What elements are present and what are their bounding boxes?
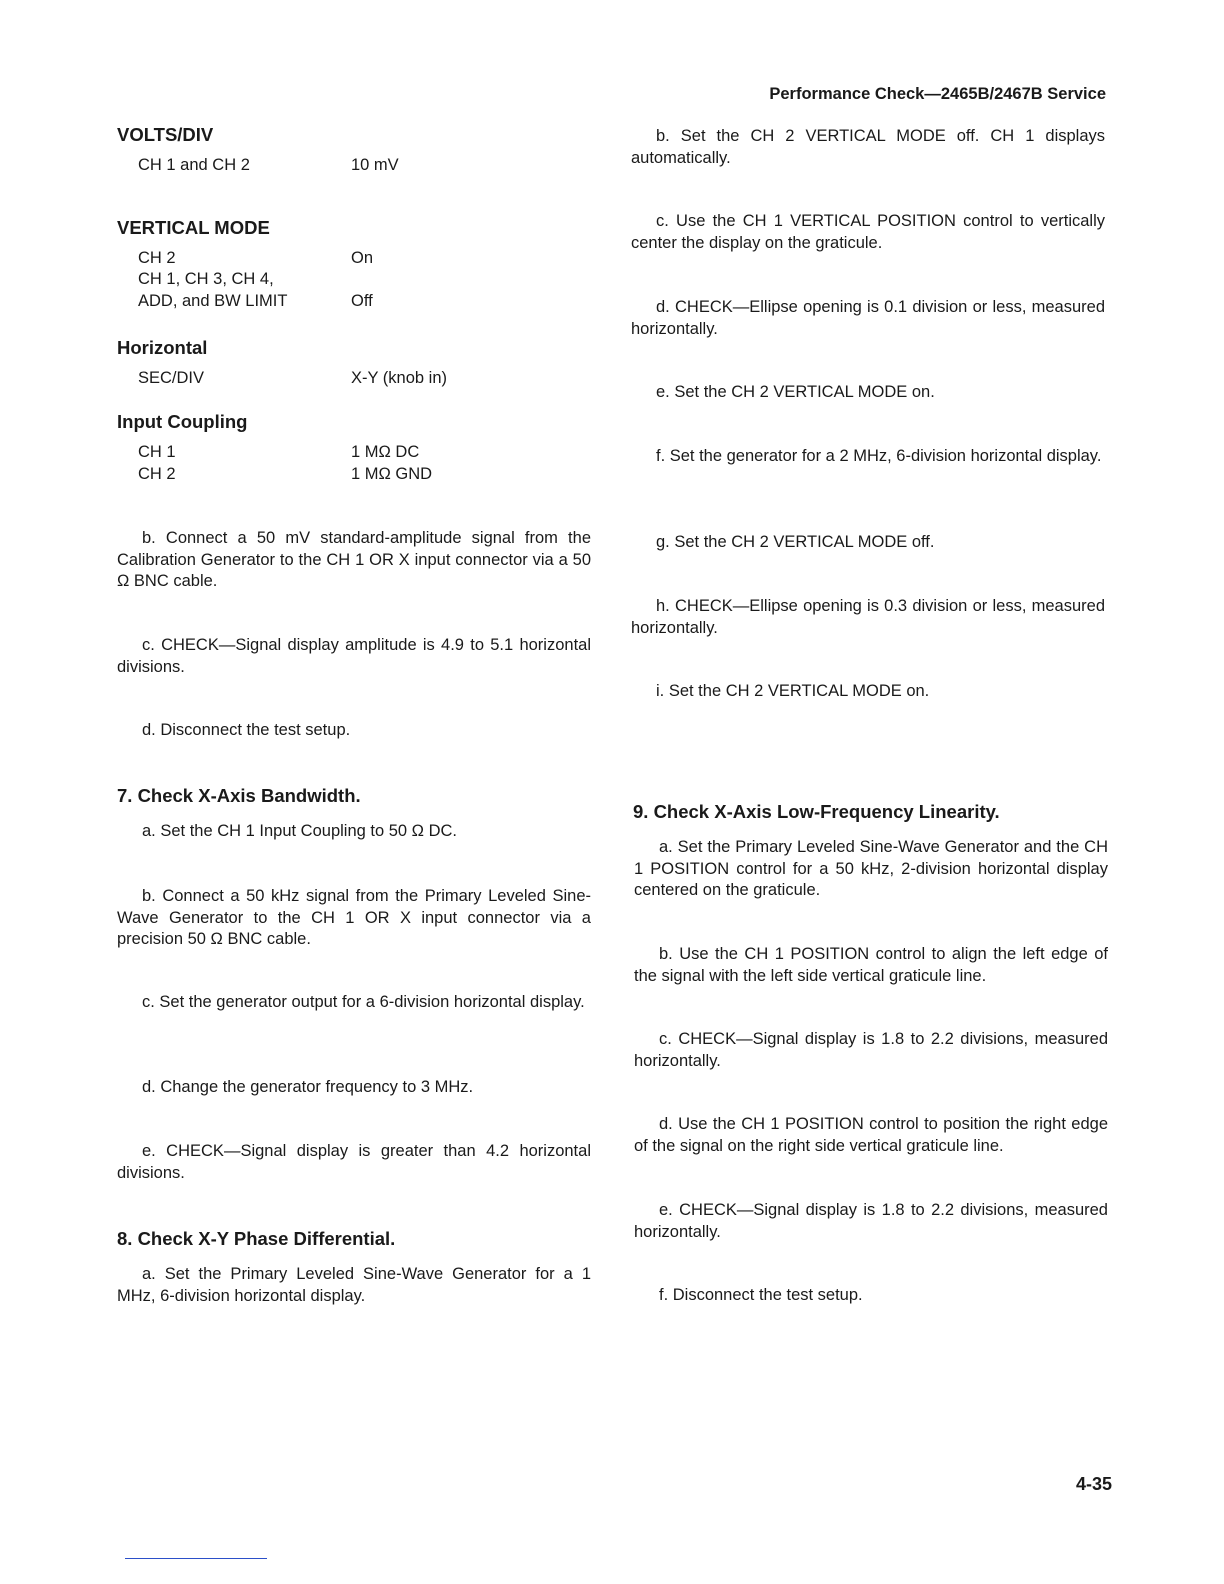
step-paragraph: d. Change the generator frequency to 3 MHz. [142, 1078, 474, 1096]
subhead-horizontal: Horizontal [117, 337, 208, 358]
step-paragraph: b. Connect a 50 kHz signal from the Primary Leveled Sine-Wave Generator to the CH 1 OR X input connector via a precision 50 Ω BNC cable. [117, 887, 591, 948]
setting-name: CH 2 [138, 249, 176, 267]
step-paragraph: a. Set the Primary Leveled Sine-Wave Generator and the CH 1 POSITION control for a 50 kHz, 2-division horizontal display centered on the graticule. [634, 838, 1108, 899]
section-heading-8: 8. Check X-Y Phase Differential. [117, 1228, 396, 1249]
step-paragraph: f. Set the generator for a 2 MHz, 6-division horizontal display. [656, 447, 1102, 465]
step-paragraph: g. Set the CH 2 VERTICAL MODE off. [656, 533, 935, 551]
step-paragraph: d. CHECK—Ellipse opening is 0.1 division or less, measured horizontally. [631, 298, 1105, 338]
step-paragraph: d. Disconnect the test setup. [142, 721, 351, 739]
step-paragraph: e. CHECK—Signal display is greater than 4.2 horizontal divisions. [117, 1142, 591, 1182]
step-paragraph: h. CHECK—Ellipse opening is 0.3 division or less, measured horizontally. [631, 597, 1105, 637]
section-heading-7: 7. Check X-Axis Bandwidth. [117, 785, 361, 806]
step-paragraph: c. Use the CH 1 VERTICAL POSITION control to vertically center the display on the graticule. [631, 212, 1105, 252]
page-number: 4-35 [1075, 1474, 1112, 1494]
setting-value: 1 MΩ DC [351, 443, 420, 461]
running-header: Performance Check—2465B/2467B Service [769, 85, 1106, 103]
step-paragraph: b. Connect a 50 mV standard-amplitude signal from the Calibration Generator to the CH 1 OR X input connector via a 50 Ω BNC cable. [117, 529, 591, 590]
step-paragraph: a. Set the CH 1 Input Coupling to 50 Ω DC. [142, 822, 458, 840]
step-paragraph: f. Disconnect the test setup. [659, 1286, 863, 1304]
setting-value: Off [351, 292, 373, 310]
setting-name: CH 1 [138, 443, 176, 461]
setting-name: CH 2 [138, 465, 176, 483]
step-paragraph: e. CHECK—Signal display is 1.8 to 2.2 divisions, measured horizontally. [634, 1201, 1108, 1241]
setting-value: 1 MΩ GND [351, 465, 433, 483]
step-paragraph: b. Use the CH 1 POSITION control to align the left edge of the signal with the left side vertical graticule line. [634, 945, 1108, 985]
step-paragraph: i. Set the CH 2 VERTICAL MODE on. [656, 682, 930, 700]
step-paragraph: c. CHECK—Signal display amplitude is 4.9 to 5.1 horizontal divisions. [117, 636, 591, 676]
setting-name: CH 1 and CH 2 [138, 156, 250, 174]
setting-value: X-Y (knob in) [351, 369, 447, 387]
setting-value: 10 mV [351, 156, 399, 174]
footer-rule [125, 1558, 267, 1559]
step-paragraph: e. Set the CH 2 VERTICAL MODE on. [656, 383, 935, 401]
subhead-volts-div: VOLTS/DIV [117, 124, 214, 145]
step-paragraph: b. Set the CH 2 VERTICAL MODE off. CH 1 displays automatically. [631, 127, 1105, 167]
subhead-input-coupling: Input Coupling [117, 411, 248, 432]
step-paragraph: a. Set the Primary Leveled Sine-Wave Generator for a 1 MHz, 6-division horizontal display. [117, 1265, 591, 1305]
setting-name: ADD, and BW LIMIT [138, 292, 288, 310]
step-paragraph: d. Use the CH 1 POSITION control to position the right edge of the signal on the right side vertical graticule line. [634, 1115, 1108, 1155]
step-paragraph: c. CHECK—Signal display is 1.8 to 2.2 divisions, measured horizontally. [634, 1030, 1108, 1070]
setting-name: SEC/DIV [138, 369, 205, 387]
setting-value: On [351, 249, 374, 267]
section-heading-9: 9. Check X-Axis Low-Frequency Linearity. [633, 801, 1000, 822]
subhead-vertical-mode: VERTICAL MODE [117, 217, 270, 238]
setting-name: CH 1, CH 3, CH 4, [138, 270, 274, 288]
step-paragraph: c. Set the generator output for a 6-division horizontal display. [142, 993, 585, 1011]
